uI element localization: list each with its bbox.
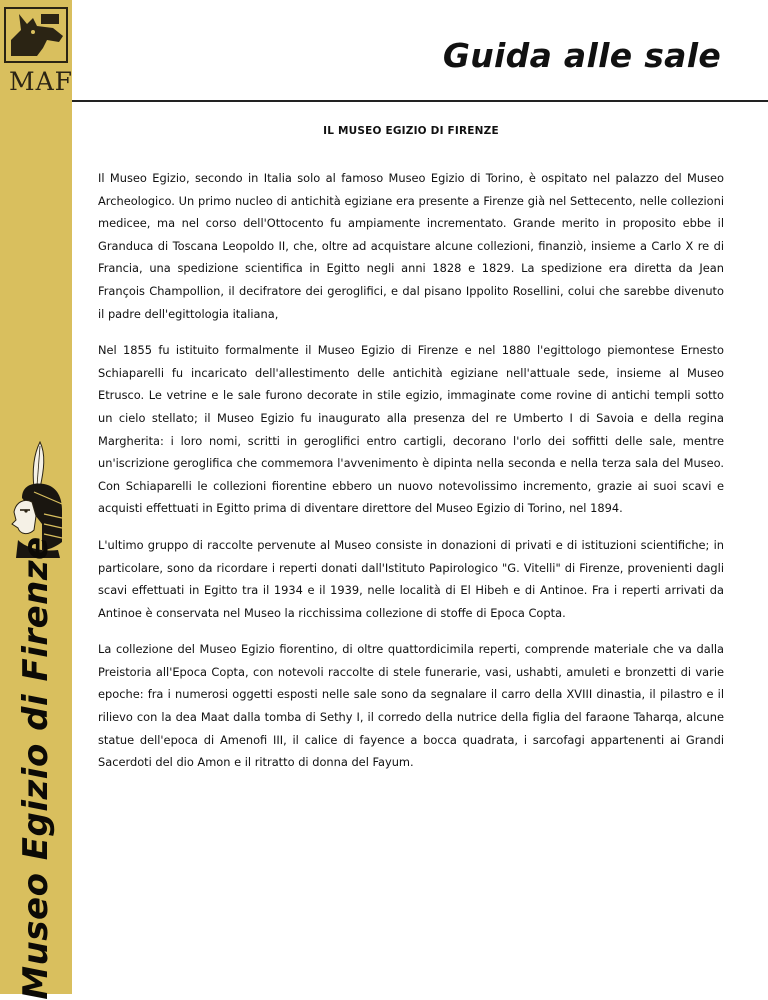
paragraph-4: La collezione del Museo Egizio fiorentino, di oltre quattordicimila reperti, comprende materiale che va dalla Preistoria all'Epoca Copta, con notevoli raccolte di stele funerarie, vasi, ushabti, amuleti e bronzetti di varie epoche: fra i numerosi oggetti esposti nelle sale sono da segnalare il carro della XVIII dinastia, il pilastro e il rilievo con la dea Maat dalla tomba di Sethy I, il corredo della nutrice della figlia del faraone Taharqa, alcune statue dell'epoca di Amenofi III, il calice di fayence a bocca quadrata, i sarcofagi appartenenti ai Grandi Sacerdoti del dio Amon e il ritratto di donna del Fayum. (98, 642, 724, 770)
document-body (98, 125, 724, 788)
section-heading: IL MUSEO EGIZIO DI FIRENZE (323, 125, 499, 137)
paragraph-2: Nel 1855 fu istituito formalmente il Museo Egizio di Firenze e nel 1880 l'egittologo piemontese Ernesto Schiaparelli fu incaricato dell'allestimento delle antichità egiziane nell'attuale sede, insieme al Museo Etrusco. Le vetrine e le sale furono decorate in stile egizio, immaginate come rovine di antichi templi sotto un cielo stellato; il Museo Egizio fu inaugurato alla presenza del re Umberto I di Savoia e della regina Margherita: i loro nomi, scritti in geroglifici entro cartigli, decorano l'orlo dei soffitti delle sale, mentre un'iscrizione geroglifica che commemora l'avvenimento è dipinta nella seconda e nella terza sala del Museo. Con Schiaparelli le collezioni fiorentine ebbero un nuovo notevolissimo incremento, grazie ai suoi scavi e acquisti effettuati in Egitto prima di diventare direttore del Museo Egizio di Torino, nel 1894. (98, 343, 724, 516)
maf-logo (3, 6, 73, 96)
paragraph-1: Il Museo Egizio, secondo in Italia solo al famoso Museo Egizio di Torino, è ospitato nel palazzo del Museo Archeologico. Un primo nucleo di antichità egiziane era presente a Firenze già nel Settecento, nelle collezioni medicee, ma nel corso dell'Ottocento fu ampiamente incrementato. Grande merito in proposito ebbe il Granduca di Toscana Leopoldo II, che, oltre ad acquistare alcune collezioni, finanziò, insieme a Carlo X re di Francia, una spedizione scientifica in Egitto negli anni 1828 e 1829. La spedizione era diretta da Jean François Champollion, il decifratore dei geroglifici, e dal pisano Ippolito Rosellini, colui che sarebbe divenuto il padre dell'egittologia italiana, (98, 171, 724, 321)
header-divider (72, 100, 768, 102)
paragraph-3: L'ultimo gruppo di raccolte pervenute al Museo consiste in donazioni di privati e di istituzioni scientifiche; in particolare, sono da ricordare i reperti donati dall'Istituto Papirologico "G. Vitelli" di Firenze, provenienti dagli scavi effettuati in Egitto tra il 1934 e il 1939, nelle località di El Hibeh e di Antinoe. Fra i reperti arrivati da Antinoe è conservata nel Museo la ricchissima collezione di stoffe di Epoca Copta. (98, 537, 724, 620)
page-title: Guida alle sale (442, 36, 721, 75)
vertical-museum-title: Museo Egizio di Firenze (16, 536, 56, 1000)
sidebar (0, 0, 73, 1000)
logo-text: MAF (9, 67, 73, 96)
jackal-head-icon (3, 6, 69, 66)
